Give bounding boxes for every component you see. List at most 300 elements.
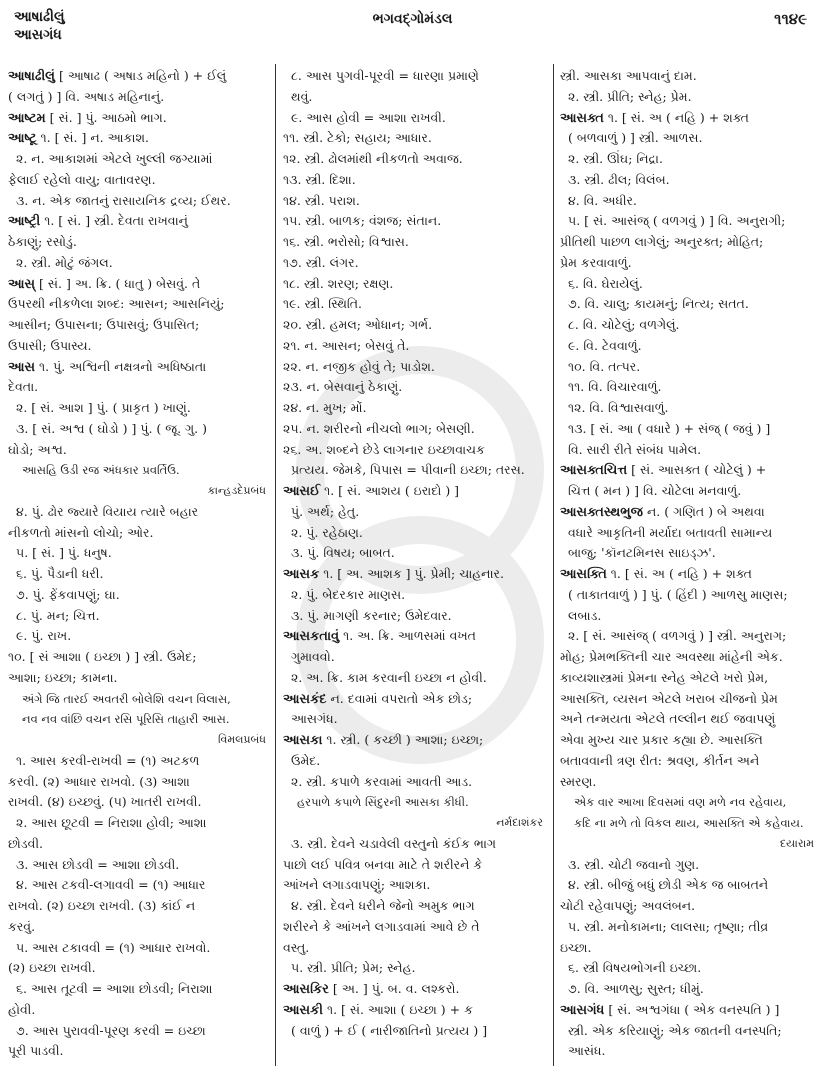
entry-text: છોડવી. xyxy=(8,835,43,851)
entry-line xyxy=(283,128,547,149)
entry-headline xyxy=(283,626,547,647)
entry-line xyxy=(560,481,818,502)
entry-text: ચિત્ત ( મન ) ] વિ. ચોટેલા મનવાળું. xyxy=(568,483,742,498)
entry-line xyxy=(560,606,818,627)
entry-line xyxy=(8,813,270,834)
entry-line xyxy=(8,149,270,170)
entry-line xyxy=(283,294,547,315)
entry-line xyxy=(283,917,547,938)
entry-text: (૨) ઇચ્છા રાખવી. xyxy=(8,960,96,976)
entry-line xyxy=(8,523,270,544)
entry-text: ૯. આસ હોવી = આશા રાખવી. xyxy=(291,109,446,125)
quotation-source xyxy=(8,730,270,751)
entry-line xyxy=(283,585,547,606)
entry-text: ૨. સ્ત્રી. ઊંઘ; નિદ્રા. xyxy=(568,151,663,166)
headword: આસ્ xyxy=(8,276,36,292)
entry-text: આસીન; ઉપાસના; ઉપાસવું; ઉપાસિત; xyxy=(8,317,200,332)
entry-line xyxy=(8,585,270,606)
entry-text: ૨૦. સ્ત્રી. હમલ; ઓધાન; ગર્ભ. xyxy=(283,317,433,332)
entry-text: નર્મદાશંકર xyxy=(496,816,543,829)
entry-line xyxy=(283,875,547,896)
entry-text: ૧. [ અ. આશક ] પું. પ્રેમી; ચાહનાર. xyxy=(319,566,504,581)
guide-word-last: આસગંધ xyxy=(14,27,62,43)
entry-text: ૨. [ સં. આસંજ્ ( વળગવું ) ] સ્ત્રી. અનુરાગ; xyxy=(568,628,787,644)
entry-text: ૧. [ સં. અ ( નહિ ) + શક્ત xyxy=(606,566,752,581)
entry-line xyxy=(560,211,818,232)
entry-text: થવું. xyxy=(291,88,313,104)
entry-text: ૪. સ્ત્રી. બીજું બધું છોડી એક જ બાબતને xyxy=(568,877,769,893)
entry-line xyxy=(8,502,270,523)
entry-text: એક વાર આખા દિવસમાં વણ મળે નવ રહેવાય, xyxy=(574,795,787,810)
entry-text: ૬. વિ. ઘેરાયેલું. xyxy=(568,275,643,291)
entry-line xyxy=(560,958,818,979)
entry-text: દેવતા. xyxy=(8,379,39,395)
entry-text: [ અ. ] પું. બ. વ. લશ્કરો. xyxy=(328,981,460,996)
entry-text: [ આષાઢ ( અષાડ મહિનો ) + ઈલું xyxy=(55,68,227,83)
entry-line xyxy=(560,772,818,793)
quotation-line xyxy=(8,709,270,730)
quotation-source xyxy=(283,813,547,834)
entry-line xyxy=(283,834,547,855)
entry-text: ૧૩. સ્ત્રી. દિશા. xyxy=(283,171,356,187)
entry-line xyxy=(560,626,818,647)
entry-text: ૬. આસ તૂટવી = આશા છોડવી; નિરાશા xyxy=(16,981,213,996)
entry-headline xyxy=(8,66,270,87)
entry-line xyxy=(560,523,818,544)
entry-line xyxy=(283,87,547,108)
entry-line xyxy=(560,149,818,170)
entry-line xyxy=(560,66,818,87)
column-2 xyxy=(283,66,547,1041)
entry-text: ૭. વિ. ચાલુ; કાયમનું; નિત્ય; સતત. xyxy=(568,296,749,312)
quotation-line xyxy=(8,689,270,710)
entry-line xyxy=(560,440,818,461)
entry-line xyxy=(560,1021,818,1042)
entry-headline xyxy=(283,979,547,1000)
entry-line xyxy=(8,377,270,398)
entry-text: ૨. આસ છૂટવી = નિરાશા હોવી; આશા xyxy=(16,815,207,830)
headword: આસકા xyxy=(283,733,323,748)
entry-line xyxy=(283,274,547,295)
entry-line xyxy=(283,253,547,274)
entry-text: ૧. [ સં. આશા ( ઇચ્છા ) + ક xyxy=(322,1001,473,1017)
entry-line xyxy=(8,191,270,212)
entry-text: ૧૩. [ સં. આ ( વધારે ) + સંજ્ ( જવું ) ] xyxy=(568,420,771,436)
entry-line xyxy=(560,647,818,668)
entry-line xyxy=(560,253,818,274)
entry-text: ૧૧. સ્ત્રી. ટેકો; સહાય; આધાર. xyxy=(283,130,432,146)
entry-line xyxy=(8,1000,270,1021)
entry-line xyxy=(560,875,818,896)
entry-line xyxy=(283,211,547,232)
headword: આસકંદ xyxy=(283,691,327,707)
headword: આસકતાવું xyxy=(283,629,340,645)
entry-text: પું. અર્થ; હેતુ. xyxy=(291,503,360,519)
entry-line xyxy=(283,523,547,544)
entry-text: ૧. [ સં. આશય ( ઇરાદો ) ] xyxy=(320,483,460,498)
entry-line xyxy=(560,543,818,564)
entry-headline xyxy=(8,108,270,129)
entry-text: ૪. વિ. અધીર. xyxy=(568,192,637,208)
entry-text: ૧. આસ કરવી-રાખવી = (૧) અટકળ xyxy=(16,752,200,768)
entry-text: ૪. પું. ઢોર જ્યારે વિયાય ત્યારે બહાર xyxy=(16,503,199,519)
entry-line xyxy=(560,979,818,1000)
entry-text: લબાડ. xyxy=(568,607,602,623)
entry-text: ઠેકાણું; રસોડું. xyxy=(8,234,77,249)
entry-text: ઉપરથી નીકળેલા શબ્દ: આસન; આસનિયું; xyxy=(8,296,225,312)
entry-line xyxy=(8,792,270,813)
entry-line xyxy=(560,377,818,398)
entry-line xyxy=(283,460,547,481)
entry-line xyxy=(560,294,818,315)
entry-text: પ્રત્યય. જેમકે, પિપાસ = પીવાની ઇચ્છા; તરસ. xyxy=(291,462,525,478)
entry-text: ૧૬. સ્ત્રી. ભરોસો; વિશ્વાસ. xyxy=(283,234,409,249)
entry-line xyxy=(8,751,270,772)
entry-line xyxy=(8,170,270,191)
headword: આસકી xyxy=(283,1002,323,1018)
entry-line xyxy=(283,938,547,959)
headword: આસક xyxy=(283,567,320,582)
entry-text: અંગે જિ તારઈ અવતરી બોલેશિ વચન વિલાસ, xyxy=(22,691,231,706)
entry-text: ૩. [ સં. અશ્વ ( ઘોડો ) ] પું. ( જૂ. ગુ. ) xyxy=(16,420,207,436)
entry-text: ૪. આસ ટકવી-લગાવવી = (૧) આધાર xyxy=(16,877,206,893)
entry-text: વિ. સારી રીતે સંબંધ પામેલ. xyxy=(568,441,702,457)
entry-line xyxy=(8,398,270,419)
entry-text: ૩. ન. એક જાતનું રાસાયનિક દ્રવ્ય; ઈથર. xyxy=(16,192,231,208)
entry-text: બાજુ; 'કૉનટમિનસ સાઇડ્ઝ'. xyxy=(568,545,716,561)
entry-line xyxy=(8,1021,270,1042)
entry-text: ૮. વિ. ચોટેલું; વળગેલું. xyxy=(568,317,680,332)
entry-text: [ સં. ] પું. આઠમો ભાગ. xyxy=(45,109,167,125)
entry-text: ૩. સ્ત્રી. ચોટી જવાનો ગુણ. xyxy=(568,856,700,872)
entry-headline xyxy=(8,211,270,232)
entry-text: ૧. [ સં. ] સ્ત્રી. દેવતા રાખવાનું xyxy=(40,213,188,229)
entry-line xyxy=(560,709,818,730)
entry-line xyxy=(560,336,818,357)
entry-line xyxy=(8,294,270,315)
entry-text: ૧. [ સં. અ ( નહિ ) + શક્ત xyxy=(603,109,749,125)
headword: આસક્તચિત્ત xyxy=(560,463,628,479)
entry-line xyxy=(283,336,547,357)
entry-line xyxy=(560,751,818,772)
entry-text: ૭. પું. ફેંકવાપણું; ઘા. xyxy=(16,586,120,602)
entry-text: ૩. સ્ત્રી. દેવને ચડાવેલી વસ્તુનો કંઈક ભાગ xyxy=(291,835,497,851)
entry-text: ન. ( ગણિત ) બે અથવા xyxy=(642,503,765,519)
headword: આસ xyxy=(8,359,36,375)
entry-text: ૪. સ્ત્રી. દેવને ધરીને જેનો અમુક ભાગ xyxy=(291,898,475,913)
entry-text: ૨. પું. બેદરકાર માણસ. xyxy=(291,586,406,602)
headword: આસક્તિ xyxy=(560,567,607,582)
entry-text: આસગંધ. xyxy=(291,711,338,727)
entry-text: ૨. [ સં. આશ ] પું. ( પ્રાકૃત ) ખાણું. xyxy=(16,400,191,415)
entry-headline xyxy=(283,730,547,751)
entry-text: નવ નવ વાંછિ વચન રસિ પૂરિસિ તાહારી આસ. xyxy=(22,712,230,727)
entry-headline xyxy=(8,128,270,149)
entry-text: ૧૧. વિ. વિચારવાળું. xyxy=(568,379,662,395)
entry-text: ૭. વિ. આળસુ; સુસ્ત; ધીમું. xyxy=(568,981,704,996)
entry-line xyxy=(8,626,270,647)
headword: આસઈ xyxy=(283,484,321,499)
entry-headline xyxy=(560,108,818,129)
entry-line xyxy=(283,232,547,253)
entry-line xyxy=(283,751,547,772)
entry-text: ૫. આસ ટકાવવી = (૧) આધાર રાખવો. xyxy=(16,939,211,955)
entry-line xyxy=(560,730,818,751)
entry-line xyxy=(560,668,818,689)
page-number: ૧૧૪૯ xyxy=(774,10,807,28)
entry-line xyxy=(283,191,547,212)
entry-text: ૧૭. સ્ત્રી. લંગર. xyxy=(283,254,359,270)
entry-text: ૨. ન. આકાશમાં એટલે ખુલ્લી જગ્યામાં xyxy=(16,151,213,166)
column-1 xyxy=(8,66,270,1062)
entry-text: ઘોડો; અશ્વ. xyxy=(8,441,67,457)
entry-text: ઇચ્છા. xyxy=(560,939,592,955)
entry-text: સ્ત્રી. એક કરિયાણું; એક જાતની વનસ્પતિ; xyxy=(568,1022,782,1038)
entry-line xyxy=(560,689,818,710)
column-divider xyxy=(275,64,276,1066)
entry-text: ૬. સ્ત્રી વિષયભોગની ઇચ્છા. xyxy=(568,960,702,976)
entry-line xyxy=(283,419,547,440)
entry-line xyxy=(8,253,270,274)
entry-text: અને તન્મયતા એટલે તલ્લીન થઈ જવાપણું xyxy=(560,711,776,727)
entry-line xyxy=(8,315,270,336)
entry-text: ( લગતું ) ] વિ. અષાડ મહિનાનું. xyxy=(8,88,165,104)
entry-line xyxy=(283,440,547,461)
entry-text: આશા; ઇચ્છા; કામના. xyxy=(8,669,118,685)
entry-text: ૧૮. સ્ત્રી. શરણ; રક્ષણ. xyxy=(283,275,394,291)
entry-headline xyxy=(8,357,270,378)
entry-line xyxy=(8,543,270,564)
entry-text: પ્રીતિથી પાછળ લાગેલું; અનુરક્ત; મોહિત; xyxy=(560,234,764,249)
entry-line xyxy=(283,958,547,979)
entry-text: કરવી. (૨) આધાર રાખવો. (૩) આશા xyxy=(8,773,190,789)
quotation-source xyxy=(560,834,818,855)
entry-text: કાન્હડદેપ્રબંધ xyxy=(207,484,266,497)
entry-text: કાવ્યશાસ્ત્રમાં પ્રેમના સ્નેહ એટલે ખરો પ્રેમ, xyxy=(560,669,769,685)
entry-line xyxy=(283,772,547,793)
entry-text: ૧. [ સં. ] ન. આકાશ. xyxy=(36,130,150,146)
entry-text: ( તાકાતવાળું ) ] પું. ( હિંદી ) આળસુ માણસ; xyxy=(568,586,788,602)
entry-line xyxy=(8,87,270,108)
entry-text: આસહિ ઉડી રજ અંધકાર પ્રવર્તિઉ. xyxy=(22,463,180,478)
entry-headline xyxy=(283,689,547,710)
entry-text: ૧. સ્ત્રી. ( કચ્છી ) આશા; ઇચ્છા; xyxy=(322,732,484,747)
entry-headline xyxy=(560,460,818,481)
entry-text: રાખવી. (૪) ઇચ્છવું. (૫) ખાતરી રાખવી. xyxy=(8,794,202,810)
entry-text: સ્ત્રી. આસકા આપવાનું દામ. xyxy=(560,68,697,83)
entry-line xyxy=(8,419,270,440)
entry-text: બતાવવાની ત્રણ રીત: શ્રવણ, કીર્તન અને xyxy=(560,752,760,768)
entry-text: વિમલપ્રબંધ xyxy=(218,733,266,746)
entry-text: ચોટી રહેવાપણું; અવલંબન. xyxy=(560,898,696,913)
entry-line xyxy=(8,440,270,461)
entry-text: ૨૧. ન. આસન; બેસવું તે. xyxy=(283,337,410,353)
entry-line xyxy=(8,1041,270,1062)
entry-line xyxy=(560,398,818,419)
entry-line xyxy=(560,315,818,336)
quotation-source xyxy=(8,481,270,502)
quotation-line xyxy=(560,813,818,834)
entry-text: મોહ; પ્રેમભક્તિની ચાર અવસ્થા માંહેની એક. xyxy=(560,649,783,664)
entry-text: પ્રેમ કરવાવાળું. xyxy=(560,254,632,270)
entry-text: ૧૫. સ્ત્રી. બાળક; વંશજ; સંતાન. xyxy=(283,213,442,229)
entry-text: ઉમેદ. xyxy=(291,752,321,768)
entry-text: કરવું. xyxy=(8,918,36,934)
entry-text: હોવી. xyxy=(8,1001,36,1017)
headword: આસક્ત xyxy=(560,110,604,126)
entry-text: ૨. અ. ક્રિ. કામ કરવાની ઇચ્છા ન હોવી. xyxy=(291,669,487,685)
entry-text: આંખને લગાડવાપણું; આશકા. xyxy=(283,877,431,893)
entry-text: શરીરને કે આંખને લગાડવામાં આવે છે તે xyxy=(283,918,480,934)
entry-text: પાછો લઈ પવિત્ર બનવા માટે તે શરીરને કે xyxy=(283,856,483,872)
entry-line xyxy=(8,834,270,855)
entry-line xyxy=(560,917,818,938)
entry-line xyxy=(560,128,818,149)
entry-line xyxy=(8,917,270,938)
entry-text: ૧૨. વિ. વિશ્વાસવાળું. xyxy=(568,400,669,415)
entry-line xyxy=(560,274,818,295)
entry-text: ૨૨. ન. નજીક હોવું તે; પાડોશ. xyxy=(283,358,435,374)
entry-text: [ સં. ] અ. ક્રિ. ( ધાતુ ) બેસવું. તે xyxy=(35,275,201,291)
entry-text: ૫. સ્ત્રી. પ્રીતિ; પ્રેમ; સ્નેહ. xyxy=(291,960,416,976)
entry-line xyxy=(283,170,547,191)
entry-line xyxy=(283,398,547,419)
entry-text: ( વાળું ) + ઈ ( નારીજાતિનો પ્રત્યય ) ] xyxy=(291,1022,488,1038)
entry-text: ૬. પું. પૈડાની ધરી. xyxy=(16,566,104,581)
entry-line xyxy=(8,958,270,979)
column-divider xyxy=(553,64,554,1066)
entry-line xyxy=(560,585,818,606)
entry-headline xyxy=(560,502,818,523)
entry-text: પૂરી પાડવી. xyxy=(8,1043,64,1059)
entry-line xyxy=(283,709,547,730)
entry-line xyxy=(8,896,270,917)
entry-text: હરપાળે કપાળે સિંદુરની આસકા કીધી. xyxy=(297,795,469,810)
entry-line xyxy=(8,855,270,876)
entry-line xyxy=(283,896,547,917)
headword: આષ્ટ્રી xyxy=(8,214,41,230)
entry-text: ૫. [ સં. આસંજ્ ( વળગવું ) ] વિ. અનુરાગી; xyxy=(568,213,786,229)
entry-line xyxy=(560,232,818,253)
headword: આષ્ટમ xyxy=(8,110,46,126)
entry-text: ૧૯. સ્ત્રી. સ્થિતિ. xyxy=(283,296,362,312)
column-3 xyxy=(560,66,818,1062)
entry-text: નીકળતો માંસનો લોચો; ઓર. xyxy=(8,524,154,540)
entry-text: ૨. સ્ત્રી. કપાળે કરવામાં આવતી આડ. xyxy=(291,773,473,789)
entry-line xyxy=(8,606,270,627)
entry-line xyxy=(8,647,270,668)
entry-text: ૭. આસ પુરાવવી-પૂરણ કરવી = ઇચ્છા xyxy=(16,1022,206,1038)
entry-headline xyxy=(560,1000,818,1021)
quotation-line xyxy=(283,792,547,813)
entry-line xyxy=(283,1021,547,1042)
entry-line xyxy=(8,668,270,689)
entry-line xyxy=(560,419,818,440)
headword: આસગંધ xyxy=(560,1002,605,1018)
entry-line xyxy=(8,232,270,253)
entry-text: ૨. પું. રહેઠાણ. xyxy=(291,524,363,540)
headword: આસકિર xyxy=(283,982,329,997)
entry-text: ૯. પું. રાખ. xyxy=(16,628,72,644)
entry-text: [ સં. આસક્ત ( ચોટેલું ) + xyxy=(627,462,767,478)
entry-line xyxy=(560,896,818,917)
entry-text: ૮. આસ પુગવી-પૂરવી = ધારણા પ્રમાણે xyxy=(291,68,479,83)
entry-text: ૧. અ. ક્રિ. આળસમાં વખત xyxy=(339,628,476,644)
entry-text: એવા મુખ્ય ચાર પ્રકાર કહ્યા છે. આસક્તિ xyxy=(560,732,763,747)
quotation-line xyxy=(8,460,270,481)
entry-line xyxy=(283,855,547,876)
entry-line xyxy=(283,502,547,523)
entry-text: ૨. સ્ત્રી. મોટું જંગલ. xyxy=(16,254,113,270)
entry-text: આસક્તિ, વ્યસન એટલે ખરાબ ચીજનો પ્રેમ xyxy=(560,690,778,706)
headword: આસક્તસ્થભુજ xyxy=(560,504,643,520)
entry-text: વસ્તુ. xyxy=(283,939,310,955)
entry-line xyxy=(283,647,547,668)
entry-line xyxy=(283,668,547,689)
entry-text: ન. દવામાં વપરાતો એક છોડ; xyxy=(326,690,473,706)
entry-text: ૫. [ સં. ] પું. ધનુષ. xyxy=(16,545,112,561)
entry-line xyxy=(560,1041,818,1062)
entry-text: ૨. સ્ત્રી. પ્રીતિ; સ્નેહ; પ્રેમ. xyxy=(568,88,692,104)
entry-text: ૫. સ્ત્રી. મનોકામના; લાલસા; તૃષ્ણા; તીવ્ર xyxy=(568,918,769,934)
entry-line xyxy=(560,170,818,191)
entry-text: ફેલાઈ રહેલો વાયુ; વાતાવરણ. xyxy=(8,171,156,187)
entry-line xyxy=(8,772,270,793)
entry-text: ( બળવાળું ) ] સ્ત્રી. આળસ. xyxy=(568,130,703,146)
entry-text: ૩. સ્ત્રી. ઢીલ; વિલંબ. xyxy=(568,171,670,187)
entry-text: ૯. વિ. ટેવવાળું. xyxy=(568,337,642,353)
entry-headline xyxy=(283,1000,547,1021)
entry-text: રાખવો. (૨) ઇચ્છા રાખવી. (૩) કાંઈ ન xyxy=(8,898,196,913)
entry-text: ૨૫. ન. શરીરનો નીચલો ભાગ; બેસણી. xyxy=(283,420,475,436)
entry-text: ૨૪. ન. મુખ; મોં. xyxy=(283,400,367,415)
entry-text: સ્મરણ. xyxy=(560,773,597,789)
book-title: ભગવદ્ગોમંડલ xyxy=(372,11,453,27)
entry-line xyxy=(283,108,547,129)
entry-text: ઉપાસી; ઉપાસ્ય. xyxy=(8,337,92,353)
entry-line xyxy=(283,315,547,336)
entry-line xyxy=(8,564,270,585)
entry-text: ૩. આસ છોડવી = આશા છોડવી. xyxy=(16,856,180,872)
entry-text: ૧૦. [ સં આશા ( ઇચ્છા ) ] સ્ત્રી. ઉમેદ; xyxy=(8,649,197,664)
entry-headline xyxy=(283,481,547,502)
guide-word-first: આષાઢીલું xyxy=(14,9,65,25)
entry-text: ૧૪. સ્ત્રી. પરાશ. xyxy=(283,192,360,208)
entry-text: ગુમાવવો. xyxy=(291,649,335,664)
entry-line xyxy=(283,66,547,87)
entry-text: ૩. પું. માગણી કરનાર; ઉમેદવાર. xyxy=(291,607,452,623)
entry-headline xyxy=(283,564,547,585)
entry-line xyxy=(560,191,818,212)
entry-text: દયારામ xyxy=(779,836,814,850)
entry-line xyxy=(560,357,818,378)
entry-line xyxy=(560,855,818,876)
entry-line xyxy=(283,377,547,398)
headword: આષ્ટૂ xyxy=(8,131,37,147)
entry-text: ૧. પું. અશ્વિની નક્ષત્રનો અધિષ્ઠાતા xyxy=(35,358,207,374)
entry-line xyxy=(8,979,270,1000)
entry-line xyxy=(8,336,270,357)
entry-line xyxy=(8,875,270,896)
entry-text: ૧૦. વિ. તત્પર. xyxy=(568,358,641,374)
quotation-line xyxy=(560,792,818,813)
entry-line xyxy=(283,357,547,378)
entry-line xyxy=(283,606,547,627)
entry-line xyxy=(560,87,818,108)
entry-text: આસંધ. xyxy=(568,1043,606,1059)
entry-line xyxy=(560,938,818,959)
entry-text: ૨૩. ન. બેસવાનું ઠેકાણું. xyxy=(283,379,403,395)
